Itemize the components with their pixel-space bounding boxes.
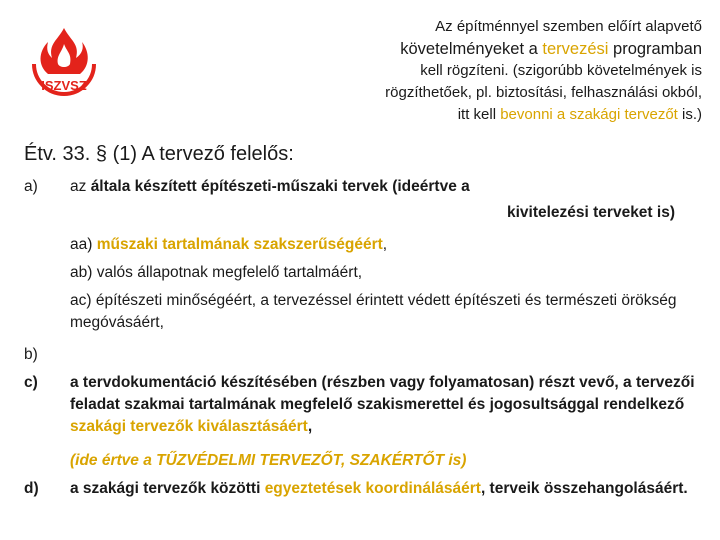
section-heading: Étv. 33. § (1) A tervező felelős: (24, 143, 294, 165)
intro-line: itt kell bevonni a szakági tervezőt is.) (457, 106, 702, 123)
item-label: c) (24, 374, 38, 391)
intro-paragraph (322, 16, 702, 126)
item-text: az általa készített építészeti-műszaki tervek (ideértve a (70, 178, 470, 195)
intro-line: követelményeket a tervezési programban (400, 40, 702, 58)
item-label: d) (24, 480, 39, 497)
item-label: b) (24, 346, 38, 363)
item-body: a tervdokumentáció készítésében (részben vagy folyamatosan) részt vevő, a tervezői feladat szakmai tartalmának megfelelő szakismerettel és jogosultsággal rendelkező szakági tervezők kiválasztásáért, (70, 374, 695, 435)
logo-letters: ISZVSZ (41, 78, 87, 93)
item-note: (ide értve a TŰZVÉDELMI TERVEZŐT, SZAKÉRTŐT is) (70, 452, 467, 469)
iszvsz-logo (24, 20, 104, 100)
item-label: a) (24, 178, 38, 195)
intro-line: rögzíthetőek, pl. biztosítási, felhasználási okból, (385, 84, 702, 101)
intro-line: kell rögzíteni. (szigorúbb követelmények is (420, 62, 702, 79)
intro-line: Az építménnyel szemben előírt alapvető (435, 18, 702, 35)
item-body: a szakági tervezők közötti egyeztetések koordinálásáért, terveik összehangolásáért. (70, 480, 688, 497)
item-text: kivitelezési terveket is) (506, 204, 675, 221)
item-body (70, 176, 705, 198)
